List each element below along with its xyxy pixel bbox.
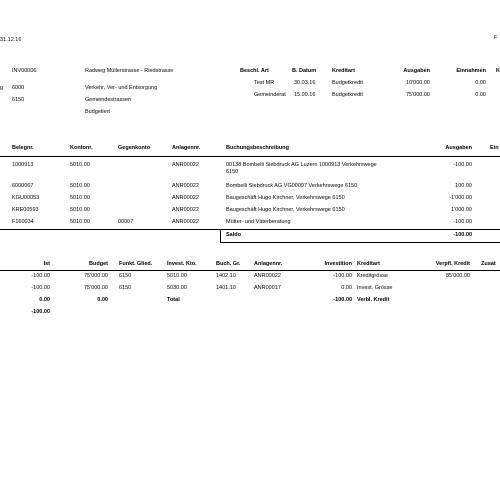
booking-gegenkonto: 00007 [118, 219, 134, 225]
col-zusat-fragment: Zusat [481, 261, 496, 267]
booking-kontonr: 5010.00 [70, 207, 90, 213]
booking-ausgaben: 1'000.00 [451, 207, 472, 213]
booking-ausgaben: -1'000.00 [449, 195, 472, 201]
approval-ausgaben: 75'000.00 [406, 92, 430, 98]
booking-kontonr: 5010.00 [70, 162, 90, 168]
order-title: Radweg Müllerstrasse - Riedstrasse [85, 68, 174, 74]
summary-total-label: Total [167, 297, 180, 303]
summary-kreditart: Kreditgrösse [357, 273, 388, 279]
summary-buch-gr: 1402.10 [216, 273, 236, 279]
col-ein-fragment: Ein [490, 145, 499, 151]
summary-invest-kto: 5010.00 [167, 273, 187, 279]
booking-anlagennr: ANR00022 [172, 183, 199, 189]
summary-budget: 75'000.00 [84, 285, 108, 291]
header-right-fragment: F [494, 35, 498, 41]
col-invest-kto: Invest. Kto. [167, 261, 197, 267]
col-budget: Budget [89, 261, 108, 267]
summary-budget: 75'000.00 [84, 273, 108, 279]
approval-datum: 30.03.16 [294, 80, 316, 86]
saldo-bottom-rule [220, 242, 500, 243]
summary-header-rule [0, 270, 500, 271]
booking-belegnr: KRE00593 [12, 207, 39, 213]
col-kreditart: Kreditart [357, 261, 380, 267]
summary-verbl-kredit-label: Verbl. Kredit [357, 297, 390, 303]
approval-einnahmen: 0.00 [475, 92, 486, 98]
booking-kontonr: 5010.00 [70, 183, 90, 189]
header-rule [0, 156, 500, 157]
col-anlagennr: Anlagennr. [172, 145, 201, 151]
booking-belegnr: F160034 [12, 219, 34, 225]
booking-text: Bombelli Siebdruck AG VG00097 Verkehrswege 6150 [226, 183, 358, 189]
approval-art: Gemeinderat [254, 92, 286, 98]
col-belegnr: Belegnr. [12, 145, 34, 151]
function-code: 6150 [12, 97, 25, 103]
col-ist: Ist [43, 261, 50, 267]
summary-verpfl-kredit: 85'000.00 [446, 273, 470, 279]
booking-anlagennr: ANR00022 [172, 195, 199, 201]
order-number: INV00006 [12, 68, 37, 74]
summary-investition-total: -100.00 [333, 297, 352, 303]
saldo-value: -100.00 [453, 232, 472, 238]
saldo-left-rule [220, 229, 221, 242]
col-funkt-glied: Funkt. Glied. [119, 261, 153, 267]
booking-kontonr: 5010.00 [70, 195, 90, 201]
col-einnahmen: Einnahmen [456, 68, 486, 74]
task-label: Verkehr, Ver- und Entsorgung [85, 85, 158, 91]
approval-kreditart: Budgetkredit [332, 92, 363, 98]
report-date: 31.12.16 [0, 37, 22, 43]
col-kreditart: Kreditart [332, 68, 355, 74]
summary-buch-gr: 1401.10 [216, 285, 236, 291]
booking-kontonr: 5010.00 [70, 219, 90, 225]
booking-belegnr: KGU00053 [12, 195, 40, 201]
function-label: Gemeindestrassen [85, 97, 132, 103]
col-buch-gr: Buch. Gr. [216, 261, 241, 267]
booking-text-line2: 6150 [226, 169, 239, 175]
summary-anlagennr: ANR00022 [254, 273, 281, 279]
booking-anlagennr: ANR00022 [172, 207, 199, 213]
booking-ausgaben: -100.00 [453, 219, 472, 225]
approval-einnahmen: 0.00 [475, 80, 486, 86]
col-ausgaben: Ausgaben [445, 145, 472, 151]
left-fragment: g [0, 85, 4, 91]
col-gegenkonto: Gegenkonto [118, 145, 151, 151]
summary-budget-total: 0.00 [97, 297, 108, 303]
summary-investition: 0.00 [341, 285, 352, 291]
summary-invest-kto: 5030.00 [167, 285, 187, 291]
approval-art: Test MR [254, 80, 275, 86]
summary-ist-total: 0.00 [39, 297, 50, 303]
budget-status: Budgetiert [85, 109, 111, 115]
col-beschl-art: Beschl. Art [240, 68, 269, 74]
booking-ausgaben: -100.00 [453, 162, 472, 168]
col-ausgaben: Ausgaben [403, 68, 430, 74]
booking-text: Mütter- und Väterberatung [226, 219, 291, 225]
booking-belegnr: 1000913 [12, 162, 34, 168]
summary-ist: -100.00 [31, 273, 50, 279]
summary-investition: -100.00 [333, 273, 352, 279]
booking-ausgaben: 100.00 [455, 183, 472, 189]
col-buchungsbeschreibung: Buchungsbeschreibung [226, 145, 289, 151]
summary-ist: -100.00 [31, 285, 50, 291]
col-verpfl-kredit: Verpfl. Kredit [435, 261, 470, 267]
booking-anlagennr: ANR00022 [172, 219, 199, 225]
saldo-top-rule [0, 229, 500, 230]
summary-grand-total: -100.00 [31, 309, 50, 315]
col-anlagennr: Anlagennr. [254, 261, 283, 267]
booking-text: Baugeschäft Hugo Kirchner, Verkehrswege 6150 [226, 195, 345, 201]
booking-text: 00138 Bombelli Siebdruck AG Luzern 1000913 Verkehrswege [226, 162, 377, 168]
booking-text: Baugeschäft Hugo Kirchner, Verkehrswege 6150 [226, 207, 345, 213]
task-code: 6000 [12, 85, 25, 91]
col-b-datum: B. Datum [292, 68, 317, 74]
col-investition: Investition [324, 261, 352, 267]
summary-funkt: 6150 [119, 285, 132, 291]
approval-ausgaben: 10'000.00 [406, 80, 430, 86]
summary-anlagennr: ANR00017 [254, 285, 281, 291]
col-kontonr: Kontonr. [70, 145, 93, 151]
saldo-label: Saldo [226, 232, 241, 238]
summary-funkt: 6150 [119, 273, 132, 279]
summary-kreditart: Invest. Grösse [357, 285, 393, 291]
approval-kreditart: Budgetkredit [332, 80, 363, 86]
booking-belegnr: 6000067 [12, 183, 34, 189]
approval-datum: 15.09.16 [294, 92, 316, 98]
col-k-fragment: K [496, 68, 500, 74]
booking-anlagennr: ANR00022 [172, 162, 199, 168]
